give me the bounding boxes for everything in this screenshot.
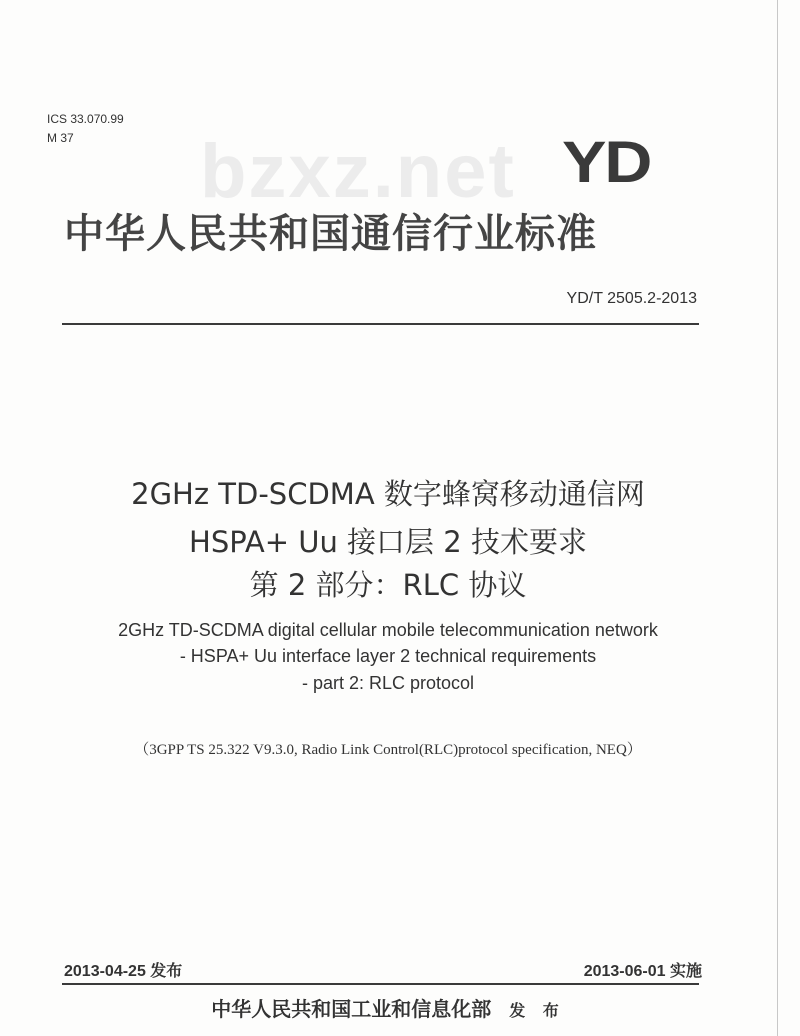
chinese-title-line-3: 第 2 部分：RLC 协议 [249,568,527,602]
yd-logo: YD [562,130,651,195]
english-title-line-1: 2GHz TD-SCDMA digital cellular mobile telecommunication network [118,620,658,640]
class-code: M 37 [47,131,74,145]
reference-standard: （3GPP TS 25.322 V9.3.0, Radio Link Control(RLC)protocol specification, NEQ） [134,742,642,758]
page-edge-line [777,0,778,1036]
issuer-line [0,993,776,1022]
classification-codes [47,110,124,148]
english-title-line-3: - part 2: RLC protocol [301,673,475,693]
standard-category-title: 中华人民共和国通信行业标准 [64,211,597,257]
ics-code: ICS 33.070.99 [47,112,124,126]
chinese-title-line-1: 2GHz TD-SCDMA 数字蜂窝移动通信网 [131,477,645,511]
chinese-title-line-2: HSPA+ Uu 接口层 2 技术要求 [189,525,587,559]
issuer-action: 发 布 [509,1001,565,1020]
standard-number: YD/T 2505.2-2013 [566,290,697,307]
bottom-divider [62,983,699,985]
top-divider [62,323,699,325]
issuer-name: 中华人民共和国工业和信息化部 [211,997,492,1021]
issue-date: 2013-04-25 发布 [64,963,183,980]
effective-date: 2013-06-01 实施 [583,963,702,980]
watermark: bzxz.net [200,129,516,214]
english-title-line-2: - HSPA+ Uu interface layer 2 technical requirements [179,646,597,666]
